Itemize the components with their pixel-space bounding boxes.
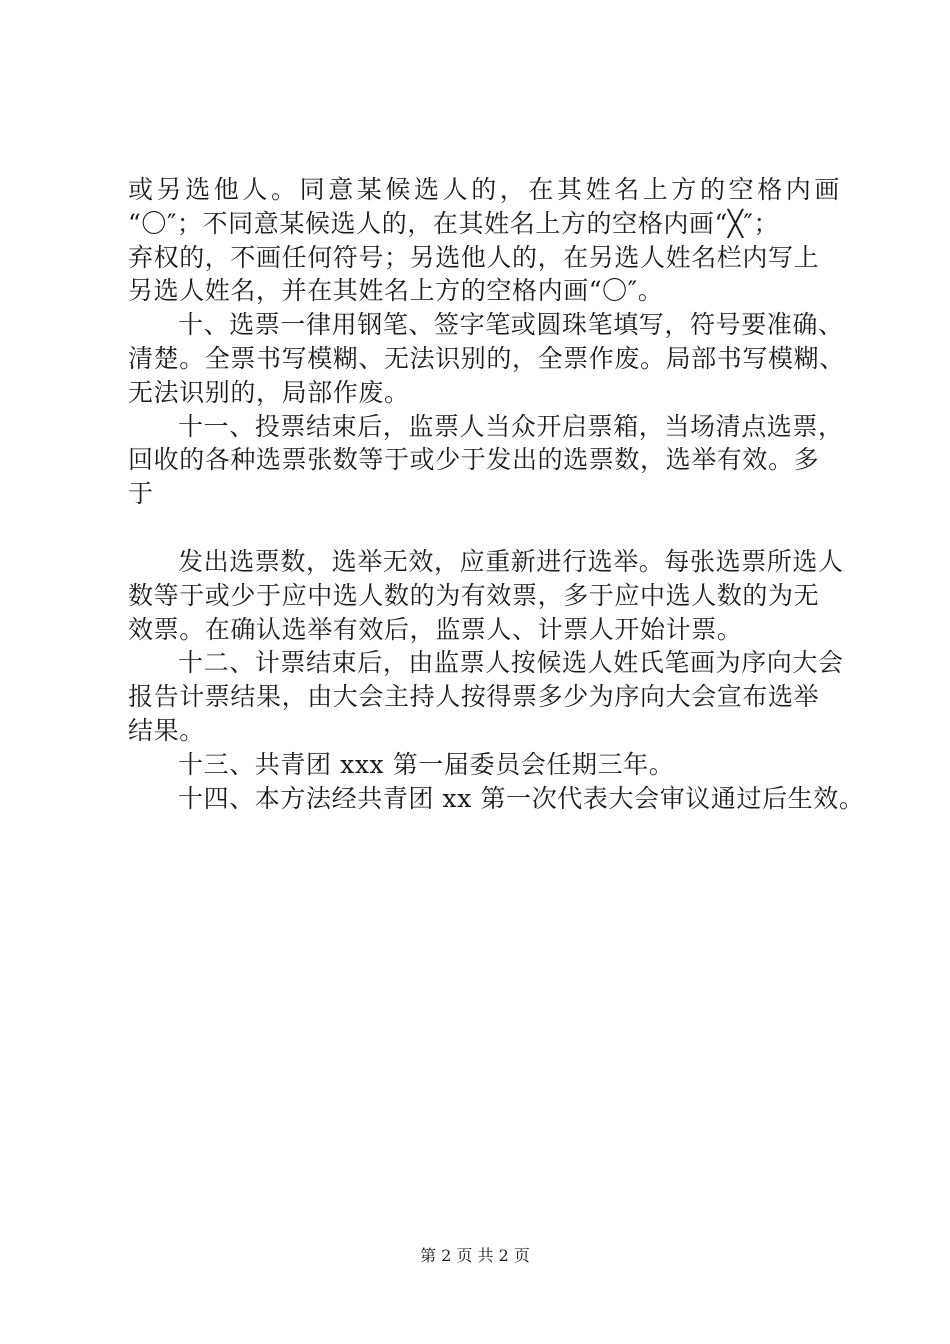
paragraph-13: 十三、共青团 xxx 第一届委员会任期三年。	[178, 749, 675, 779]
paragraph-12-line-3: 结果。	[128, 715, 205, 745]
paragraph-11-line-2: 回收的各种选票张数等于或少于发出的选票数，选举有效。多	[128, 445, 820, 475]
body-line-4: 另选人姓名，并在其姓名上方的空格内画“〇″。	[128, 276, 664, 306]
paragraph-11-line-1: 十一、投票结束后，监票人当众开启票箱，当场清点选票，	[178, 411, 844, 441]
paragraph-10-line-3: 无法识别的，局部作废。	[128, 377, 410, 407]
document-body	[128, 173, 865, 815]
blank-gap	[128, 511, 848, 545]
paragraph-11-line-5: 数等于或少于应中选人数的为有效票，多于应中选人数的为无	[128, 580, 820, 610]
paragraph-12-line-2: 报告计票结果，由大会主持人按得票多少为序向大会宣布选举	[128, 682, 820, 712]
paragraph-12-line-1: 十二、计票结束后，由监票人按候选人姓氏笔画为序向大会	[178, 648, 844, 678]
body-line-3: 弃权的，不画任何符号；另选他人的，在另选人姓名栏内写上	[128, 242, 820, 272]
paragraph-11-line-4: 发出选票数，选举无效，应重新进行选举。每张选票所选人	[178, 546, 844, 576]
body-line-2: “〇″；不同意某候选人的，在其姓名上方的空格内画“╳″；	[128, 208, 780, 238]
body-line-1: 或另选他人。同意某候选人的，在其姓名上方的空格内画	[128, 175, 844, 204]
paragraph-11-line-6: 效票。在确认选举有效后，监票人、计票人开始计票。	[128, 614, 743, 644]
paragraph-10-line-1: 十、选票一律用钢笔、签字笔或圆珠笔填写，符号要准确、	[178, 310, 844, 340]
page-number-footer: 第 2 页 共 2 页	[420, 1246, 530, 1265]
paragraph-14: 十四、本方法经共青团 xx 第一次代表大会审议通过后生效。	[178, 783, 865, 813]
paragraph-10-line-2: 清楚。全票书写模糊、无法识别的，全票作废。局部书写模糊、	[128, 343, 845, 373]
paragraph-11-line-3: 于	[128, 479, 154, 509]
